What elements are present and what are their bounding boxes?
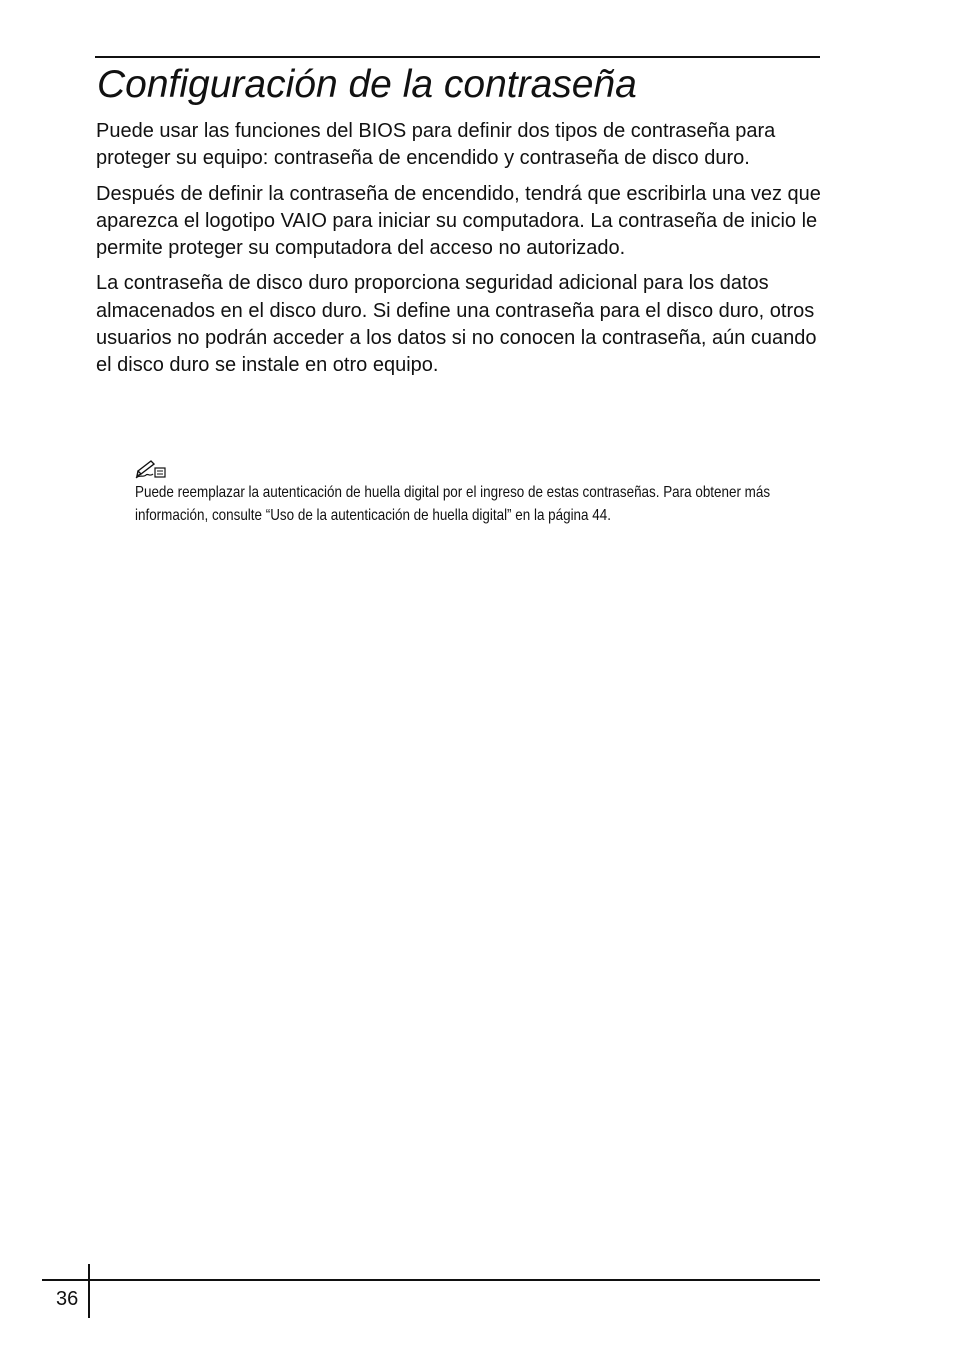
footer-divider <box>88 1264 90 1318</box>
note-pen-icon <box>135 458 167 480</box>
footer-rule <box>42 1279 820 1281</box>
note-box <box>135 458 825 527</box>
note-text: Puede reemplazar la autenticación de huella digital por el ingreso de estas contraseñas. Para obtener más información, consulte “Uso de la autenticación de huella digital” en la página 44. <box>135 484 771 524</box>
header-rule <box>95 56 820 58</box>
page-title: Configuración de la contraseña <box>97 63 637 106</box>
paragraph-hard-disk-password: La contraseña de disco duro proporciona seguridad adicional para los datos almacenados en el disco duro. Si define una contraseña para el disco duro, otros usuarios no podrán acceder a los datos si no conocen la contraseña, aún cuando el disco duro se instale en otro equipo. <box>96 272 817 377</box>
paragraph-passwords-intro: Puede usar las funciones del BIOS para definir dos tipos de contraseña para proteger su equipo: contraseña de encendido y contraseña de disco duro. <box>96 120 776 170</box>
page-number: 36 <box>56 1288 79 1310</box>
paragraph-power-on-password: Después de definir la contraseña de encendido, tendrá que escribirla una vez que aparezca el logotipo VAIO para iniciar su computadora. La contraseña de inicio le permite proteger su computadora del acceso no autorizado. <box>96 182 821 260</box>
body-text <box>96 118 826 388</box>
